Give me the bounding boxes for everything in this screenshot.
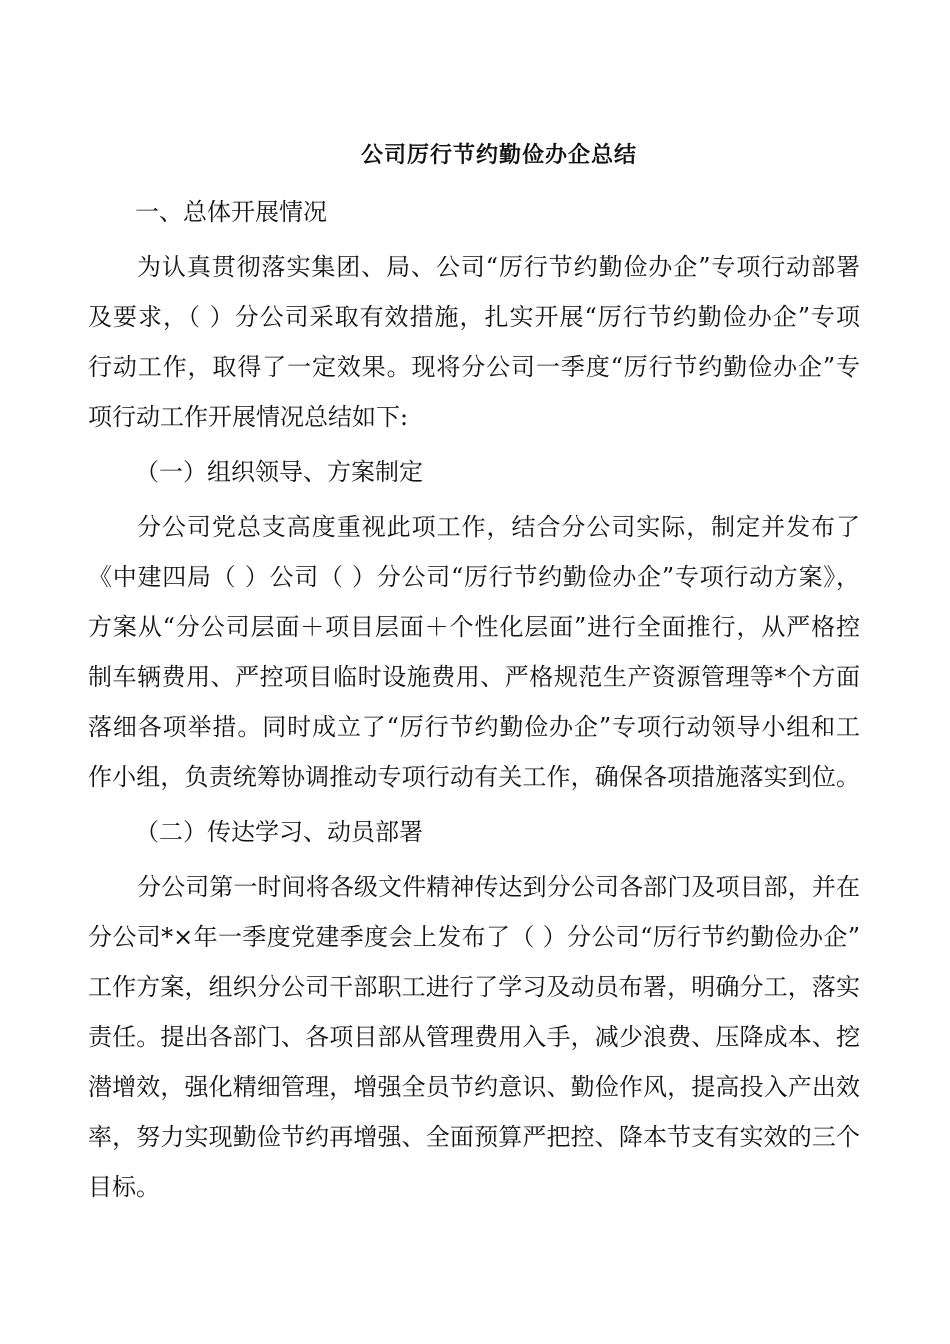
subsection-heading-organization: （一）组织领导、方案制定 [135, 458, 423, 486]
paragraph-line: 及要求，（ ）分公司采取有效措施，扎实开展“厉行节约勤俭办企”专项 [88, 303, 860, 331]
paragraph-line: 分公司党总支高度重视此项工作，结合分公司实际，制定并发布了 [137, 513, 860, 541]
paragraph-line: 目标。 [88, 1173, 160, 1201]
paragraph-line: 落细各项举措。同时成立了“厉行节约勤俭办企”专项行动领导小组和工 [88, 713, 860, 741]
paragraph-line: 率，努力实现勤俭节约再增强、全面预算严把控、降本节支有实效的三个 [88, 1123, 860, 1151]
paragraph-line: 制车辆费用、严控项目临时设施费用、严格规范生产资源管理等*个方面 [88, 663, 860, 691]
paragraph-line: 方案从“分公司层面＋项目层面＋个性化层面”进行全面推行，从严格控 [88, 613, 860, 641]
subsection-heading-mobilization: （二）传达学习、动员部署 [135, 818, 423, 846]
paragraph-line: 分公司*×年一季度党建季度会上发布了（ ）分公司“厉行节约勤俭办企” [88, 923, 860, 951]
paragraph-line: 责任。提出各部门、各项目部从管理费用入手，减少浪费、压降成本、挖 [88, 1023, 860, 1051]
paragraph-line: 项行动工作开展情况总结如下: [88, 403, 409, 431]
paragraph-line: 《中建四局（ ）公司（ ）分公司“厉行节约勤俭办企”专项行动方案》， [88, 563, 860, 591]
paragraph-line: 为认真贯彻落实集团、局、公司“厉行节约勤俭办企”专项行动部署 [137, 253, 860, 281]
paragraph-line: 行动工作，取得了一定效果。现将分公司一季度“厉行节约勤俭办企”专 [88, 353, 860, 381]
paragraph-line: 潜增效，强化精细管理，增强全员节约意识、勤俭作风，提高投入产出效 [88, 1073, 860, 1101]
paragraph-line: 工作方案，组织分公司干部职工进行了学习及动员布署，明确分工，落实 [88, 973, 860, 1001]
paragraph-line: 分公司第一时间将各级文件精神传达到分公司各部门及项目部，并在 [137, 873, 860, 901]
document-title: 公司厉行节约勤俭办企总结 [360, 143, 637, 168]
section-heading-overview: 一、总体开展情况 [135, 198, 327, 226]
paragraph-line: 作小组，负责统筹协调推动专项行动有关工作，确保各项措施落实到位。 [88, 763, 860, 791]
